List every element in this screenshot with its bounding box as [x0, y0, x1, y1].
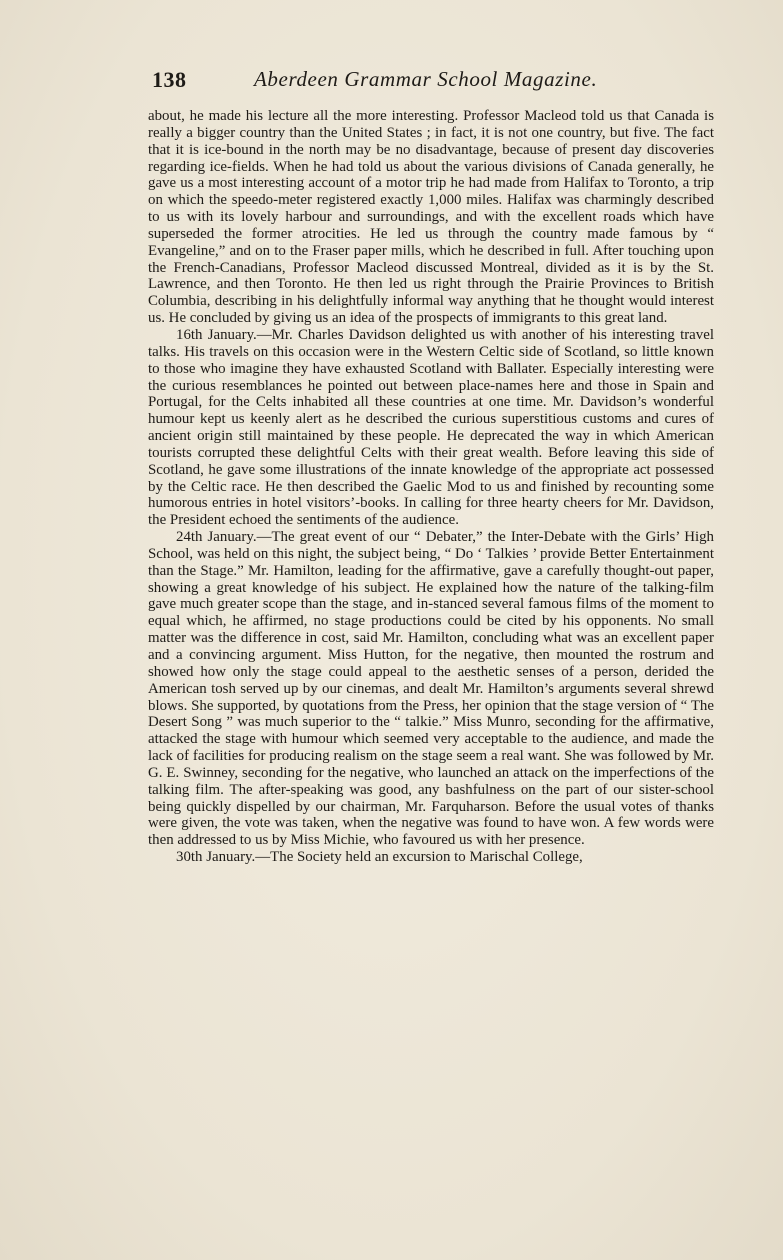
paragraph-24th-january: 24th January.—The great event of our “ Debater,” the Inter-Debate with the Girls’ High School, was held on this night, the subject being, “ Do ‘ Talkies ’ provide Better Entertainment than the Stage.” Mr. Hamilton, leading for the affirmative, gave a carefully thought-out paper, showing a great knowledge of his subject. He explained how the nature of the talking-film gave much greater scope than the stage, and in-stanced several famous films of the moment to equal which, he affirmed, no stage productions could be cited by his opponents. No small matter was the difference in cost, said Mr. Hamilton, concluding what was an excellent paper and a convincing argument. Miss Hutton, for the negative, then mounted the rostrum and showed how only the stage could appeal to the aesthetic senses of a person, derided the American tosh served up by our cinemas, and dealt Mr. Hamilton’s arguments several shrewd blows. She supported, by quotations from the Press, her opinion that the stage version of “ The Desert Song ” was much superior to the “ talkie.” Miss Munro, seconding for the affirmative, attacked the stage with humour which seemed very acceptable to the audience, and made the lack of facilities for producing realism on the stage seem a real want. She was followed by Mr. G. E. Swinney, seconding for the negative, who launched an attack on the imperfections of the talking film. The after-speaking was good, any bashfulness on the part of our sister-school being quickly dispelled by our chairman, Mr. Farquharson. Before the usual votes of thanks were given, the vote was taken, when the negative was found to have won. A few words were then addressed to us by Miss Michie, who favoured us with her presence. — [148, 529, 714, 849]
page-number: 138 — [152, 67, 187, 92]
paragraph-30th-january: 30th January.—The Society held an excursion to Marischal College, — [176, 849, 583, 866]
paragraph-16th-january: 16th January.—Mr. Charles Davidson delighted us with another of his interesting travel talks. His travels on this occasion were in the Western Celtic side of Scotland, so little known to those who imagine they have exhausted Scotland with Ballater. Especially interesting were the curious resemblances he pointed out between place-names here and those in Spain and Portugal, for the Celts inhabited all these countries at one time. Mr. Davidson’s wonderful humour kept us keenly alert as he described the curious superstitious customs and cures of ancient origin still maintained by these people. He deprecated the way in which American tourists corrupted these delightful Celts with their great wealth. Before leaving this side of Scotland, he gave some illustrations of the innate knowledge of the appropriate act possessed by the Celtic race. He then described the Gaelic Mod to us and finished by recounting some humorous entries in hotel visitors’-books. In calling for three hearty cheers for Mr. Davidson, the President echoed the sentiments of the audience. — [148, 326, 714, 529]
running-title: Aberdeen Grammar School Magazine. — [254, 67, 598, 91]
paragraph-professor-macleod: about, he made his lecture all the more interesting. Professor Macleod told us that Canada is really a bigger country than the United States ; in fact, it is not one country, but five. The fact that it is ice-bound in the north may be no disadvantage, because of present day discoveries regarding ice-fields. When he had told us about the various divisions of Canada generally, he gave us a most interesting account of a motor trip he had made from Halifax to Toronto, a trip on which the speedo-meter registered exactly 1,000 miles. Halifax was charmingly described to us with its lovely harbour and surroundings, and with the excellent roads which have superseded the former atrocities. He led us through the country made famous by “ Evangeline,” and on to the Fraser paper mills, which he described in full. After touching upon the French-Canadians, Professor Macleod discussed Montreal, divided as it is by the St. Lawrence, and then Toronto. He then led us right through the Prairie Provinces to British Columbia, describing in his delightfully informal way anything that he thought would interest us. He concluded by giving us an idea of the prospects of immigrants to this great land. — [148, 108, 714, 327]
page-header — [152, 64, 712, 104]
article-body — [148, 108, 714, 866]
